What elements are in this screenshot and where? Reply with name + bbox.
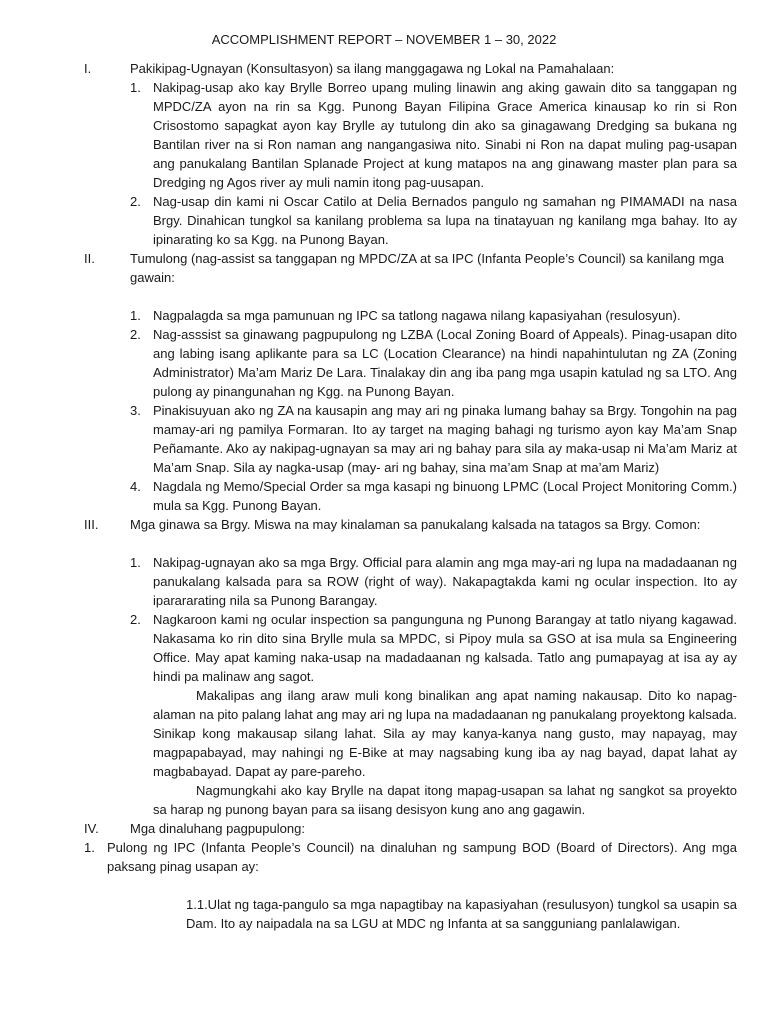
item-number: 2. — [130, 194, 141, 209]
section-numeral: IV. — [84, 821, 99, 836]
item-text: Nakipag-usap ako kay Brylle Borreo upang muling linawin ang aking gawain dito sa tanggapan ng MPDC/ZA ayon na rin sa Kgg. Punong Bayan Filipina Grace America kinausap ko rin si Ron Crisostomo sapagkat ayon kay Brylle ay tutulong din ako sa ginagawang Dredging sa bukana ng Bantilan river na si Ron naman ang nangangasiwa nito. Sinabi ni Ron na dapat muling pag-usapan ang panukalang Bantilan Splanade Project at kung matapos na ang ginawang master plan para sa Dredging ng Agos river ay muli namin itong pag-uusapan. — [153, 80, 737, 190]
item-number: 1. — [84, 840, 95, 855]
report-body — [0, 59, 768, 933]
section-1 — [0, 59, 768, 249]
section-2 — [0, 249, 768, 515]
section-heading: Mga ginawa sa Brgy. Miswa na may kinalaman sa panukalang kalsada na tatagos sa Brgy. Comon: — [130, 517, 701, 532]
list-item — [0, 610, 768, 819]
item-number: 2. — [130, 327, 141, 342]
item-text: Nakipag-ugnayan ako sa mga Brgy. Official para alamin ang mga may-ari ng lupa na madadaanan ng panukalang kalsada para sa ROW (right of way). Nakapagtakda kami ng ocular inspection. Ito ay iparararating nila sa Punong Barangay. — [153, 555, 737, 608]
section-numeral: I. — [84, 61, 92, 76]
item-number: 2. — [130, 612, 141, 627]
item-paragraph: Makalipas ang ilang araw muli kong binalikan ang apat naming nakausap. Dito ko napag-alaman na pito palang lahat ang may ari ng lupa na madadaanan ng panukalang proyektong kalsada. Sinikap kong makausap silang lahat. Sila ay may kanya-kanya nang gusto, may napayag, may magpapabayad, may nahingi ng E-Bike at may nagsabing kung iba ay nag bayad, dapat lahat ay magbabayad. Dapat ay pare-pareho. — [153, 688, 737, 779]
section-heading: Tumulong (nag-assist sa tanggapan ng MPDC/ZA at sa IPC (Infanta People’s Council) sa kanilang mga gawain: — [130, 251, 724, 285]
list-item — [0, 401, 768, 477]
item-number: 1. — [130, 308, 141, 323]
meeting-item — [0, 838, 768, 876]
section-items — [0, 306, 768, 515]
list-item — [0, 553, 768, 610]
section-numeral: III. — [84, 517, 99, 532]
section-heading: Mga dinaluhang pagpupulong: — [130, 821, 305, 836]
item-number: 1. — [130, 80, 141, 95]
section-4 — [0, 819, 768, 838]
item-text: Nagkaroon kami ng ocular inspection sa pangunguna ng Punong Barangay at tatlo niyang kagawad. Nakasama ko rin dito sina Brylle mula sa MPDC, si Pipoy mula sa GSO at isa mula sa Engineering Office. May apat kaming naka-usap na madadaanan ng kalsada. Tatlo ang pumapayag at isa ay ay hindi pa malinaw ang sagot. — [153, 612, 737, 684]
section-numeral: II. — [84, 251, 95, 266]
list-item — [0, 306, 768, 325]
item-paragraph: Nagmungkahi ako kay Brylle na dapat itong mapag-usapan sa lahat ng sangkot sa proyekto sa harap ng punong bayan para sa iisang desisyon kung ano ang gagawin. — [153, 783, 737, 817]
list-item — [0, 192, 768, 249]
item-text: Nag-asssist sa ginawang pagpupulong ng LZBA (Local Zoning Board of Appeals). Pinag-usapan dito ang labing isang aplikante para sa LC (Location Clearance) na hindi napahintulutan ng ZA (Zoning Administrator) Ma’am Mariz De Lara. Tinalakay din ang iba pang mga usapin katulad ng sa LTO. Ang pulong ay pinangunahan ng Kgg. na Punong Bayan. — [153, 327, 737, 399]
list-item — [0, 78, 768, 192]
item-text: Nagdala ng Memo/Special Order sa mga kasapi ng binuong LPMC (Local Project Monitoring Comm.) mula sa Kgg. Punong Bayan. — [153, 479, 737, 513]
item-text: Pinakisuyuan ako ng ZA na kausapin ang may ari ng pinaka lumang bahay sa Brgy. Tongohin na pag mamay-ari ng pamilya Formaran. Ito ay target na maging bahagi ng turismo ayon kay Ma’am Snap Peñamante. Ako ay nakipag-ugnayan sa may ari ng bahay para sila ay maka-usap ni Ma’am Mariz at Ma’am Snap. Sila ay nagka-usap (may- ari ng bahay, sina ma’am Snap at ma’am Mariz) — [153, 403, 737, 475]
section-heading: Pakikipag-Ugnayan (Konsultasyon) sa ilang manggagawa ng Lokal na Pamahalaan: — [130, 61, 615, 76]
meeting-subitem: 1.1.Ulat ng taga-pangulo sa mga napagtibay na kapasiyahan (resulusyon) tungkol sa usapin sa Dam. Ito ay naipadala na sa LGU at MDC ng Infanta at sa sangguniang panlalawigan. — [186, 897, 737, 931]
list-item — [0, 477, 768, 515]
section-items — [0, 553, 768, 819]
section-items — [0, 78, 768, 249]
item-text: Nag-usap din kami ni Oscar Catilo at Delia Bernados pangulo ng samahan ng PIMAMADI na nasa Brgy. Dinahican tungkol sa kanilang problema sa lupa na tinatayuan ng kanilang mga bahay. Ito ay ipinarating ko sa Kgg. na Punong Bayan. — [153, 194, 737, 247]
list-item — [0, 325, 768, 401]
section-3 — [0, 515, 768, 819]
item-number: 1. — [130, 555, 141, 570]
item-text: Nagpalagda sa mga pamunuan ng IPC sa tatlong nagawa nilang kapasiyahan (resulosyun). — [153, 308, 681, 323]
meeting-text: Pulong ng IPC (Infanta People’s Council) na dinaluhan ng sampung BOD (Board of Directors). Ang mga paksang pinag usapan ay: — [107, 840, 737, 874]
report-title: ACCOMPLISHMENT REPORT – NOVEMBER 1 – 30, 2022 — [211, 32, 557, 47]
item-number: 4. — [130, 479, 141, 494]
item-number: 3. — [130, 403, 141, 418]
